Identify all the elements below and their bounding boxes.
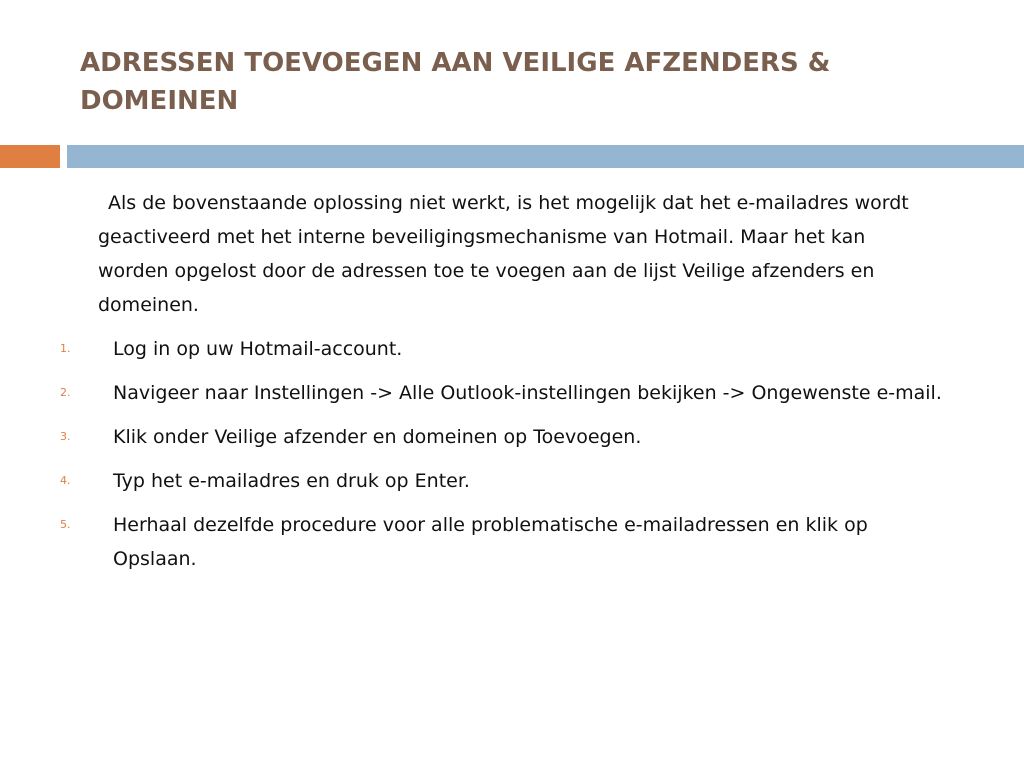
accent-bar-orange bbox=[0, 145, 60, 168]
step-text: Herhaal dezelfde procedure voor alle problematische e-mailadressen en klik op Opslaan. bbox=[113, 514, 868, 570]
step-text: Typ het e-mailadres en druk op Enter. bbox=[113, 470, 470, 492]
list-item bbox=[60, 376, 953, 410]
steps-list bbox=[60, 332, 960, 576]
list-item bbox=[60, 464, 953, 498]
step-number: 1. bbox=[60, 342, 71, 355]
step-number: 5. bbox=[60, 518, 71, 531]
list-item bbox=[60, 420, 953, 454]
list-item bbox=[60, 508, 953, 576]
step-number: 3. bbox=[60, 430, 71, 443]
step-number: 2. bbox=[60, 386, 71, 399]
step-text: Klik onder Veilige afzender en domeinen op Toevoegen. bbox=[113, 426, 642, 448]
slide-content bbox=[60, 186, 960, 586]
step-number: 4. bbox=[60, 474, 71, 487]
list-item bbox=[60, 332, 953, 366]
slide-title: ADRESSEN TOEVOEGEN AAN VEILIGE AFZENDERS & DOMEINEN bbox=[80, 48, 831, 116]
step-text: Log in op uw Hotmail-account. bbox=[113, 338, 403, 360]
intro-paragraph: Als de bovenstaande oplossing niet werkt, is het mogelijk dat het e-mailadres wordt geactiveerd met het interne beveiligingsmechanisme van Hotmail. Maar het kan worden opgelost door de adressen toe te voegen aan de lijst Veilige afzenders en domeinen. bbox=[98, 192, 909, 316]
step-text: Navigeer naar Instellingen -> Alle Outlook-instellingen bekijken -> Ongewenste e-mail. bbox=[113, 382, 942, 404]
accent-bar-blue bbox=[67, 145, 1024, 168]
